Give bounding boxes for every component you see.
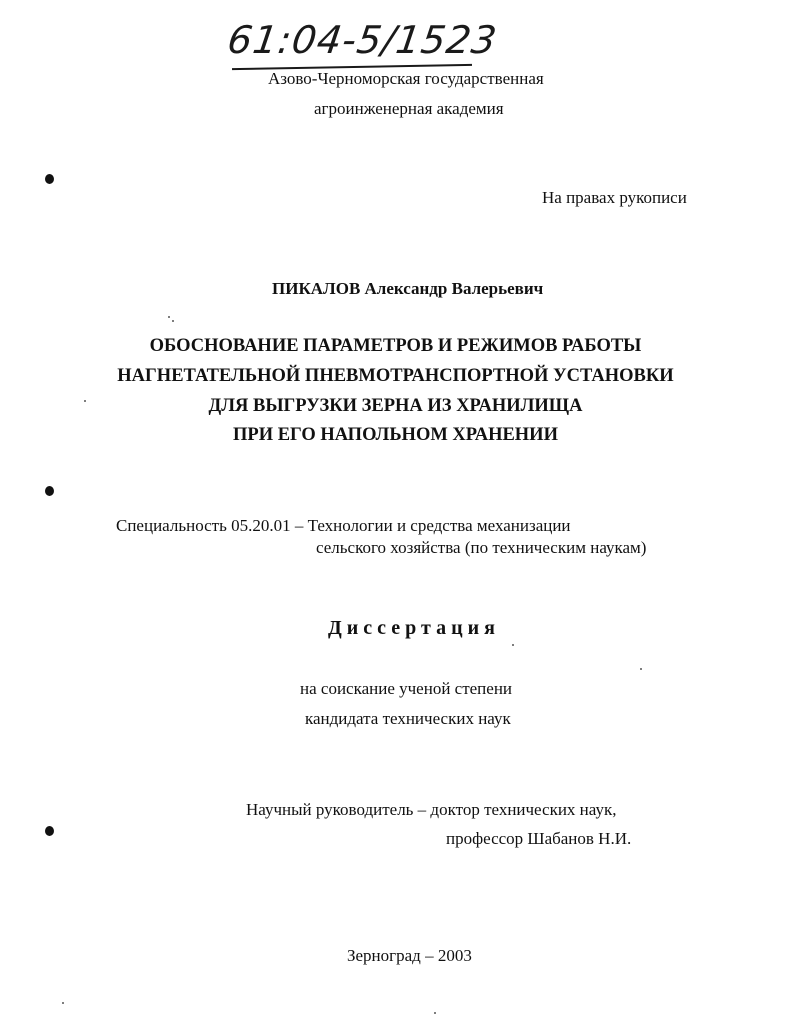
rights-notice: На правах рукописи	[542, 188, 687, 207]
handwritten-archive-code: 61:04-5/1523	[224, 18, 501, 62]
scan-speck	[168, 316, 170, 318]
scan-speck	[84, 400, 86, 402]
thesis-title-text-4: ПРИ ЕГО НАПОЛЬНОМ ХРАНЕНИИ	[233, 425, 558, 445]
place-and-year: Зерноград – 2003	[347, 946, 472, 965]
scan-speck	[172, 320, 174, 322]
punch-hole-2	[45, 486, 54, 496]
author-name: ПИКАЛОВ Александр Валерьевич	[272, 279, 544, 298]
document-type: Диссертация	[328, 617, 500, 639]
scan-speck	[62, 1002, 64, 1004]
thesis-title-text-1: ОБОСНОВАНИЕ ПАРАМЕТРОВ И РЕЖИМОВ РАБОТЫ	[149, 336, 642, 356]
scan-speck	[512, 644, 514, 646]
scan-speck	[434, 1012, 436, 1014]
speciality-line: Специальность 05.20.01 – Технологии и средства механизации	[116, 516, 571, 535]
punch-hole-3	[45, 826, 54, 836]
punch-hole-1	[45, 174, 54, 184]
thesis-title-text-2: НАГНЕТАТЕЛЬНОЙ ПНЕВМОТРАНСПОРТНОЙ УСТАНОВКИ	[117, 366, 674, 386]
organization-line-1: Азово-Черноморская государственная	[268, 69, 544, 88]
scan-speck	[640, 668, 642, 670]
organization-line-2: агроинженерная академия	[314, 99, 504, 118]
advisor-line-1: Научный руководитель – доктор технических наук,	[246, 800, 617, 819]
degree-line-1: на соискание ученой степени	[300, 679, 513, 698]
degree-line-2: кандидата технических наук	[305, 709, 511, 728]
advisor-line-2: профессор Шабанов Н.И.	[446, 829, 632, 848]
thesis-title-text-3: ДЛЯ ВЫГРУЗКИ ЗЕРНА ИЗ ХРАНИЛИЩА	[208, 396, 583, 416]
thesis-title-line-4	[0, 425, 791, 446]
thesis-title-line-3	[0, 396, 791, 417]
thesis-title-line-1	[0, 336, 791, 357]
speciality-continuation: сельского хозяйства (по техническим наукам)	[316, 538, 647, 557]
thesis-title-line-2	[0, 366, 791, 387]
